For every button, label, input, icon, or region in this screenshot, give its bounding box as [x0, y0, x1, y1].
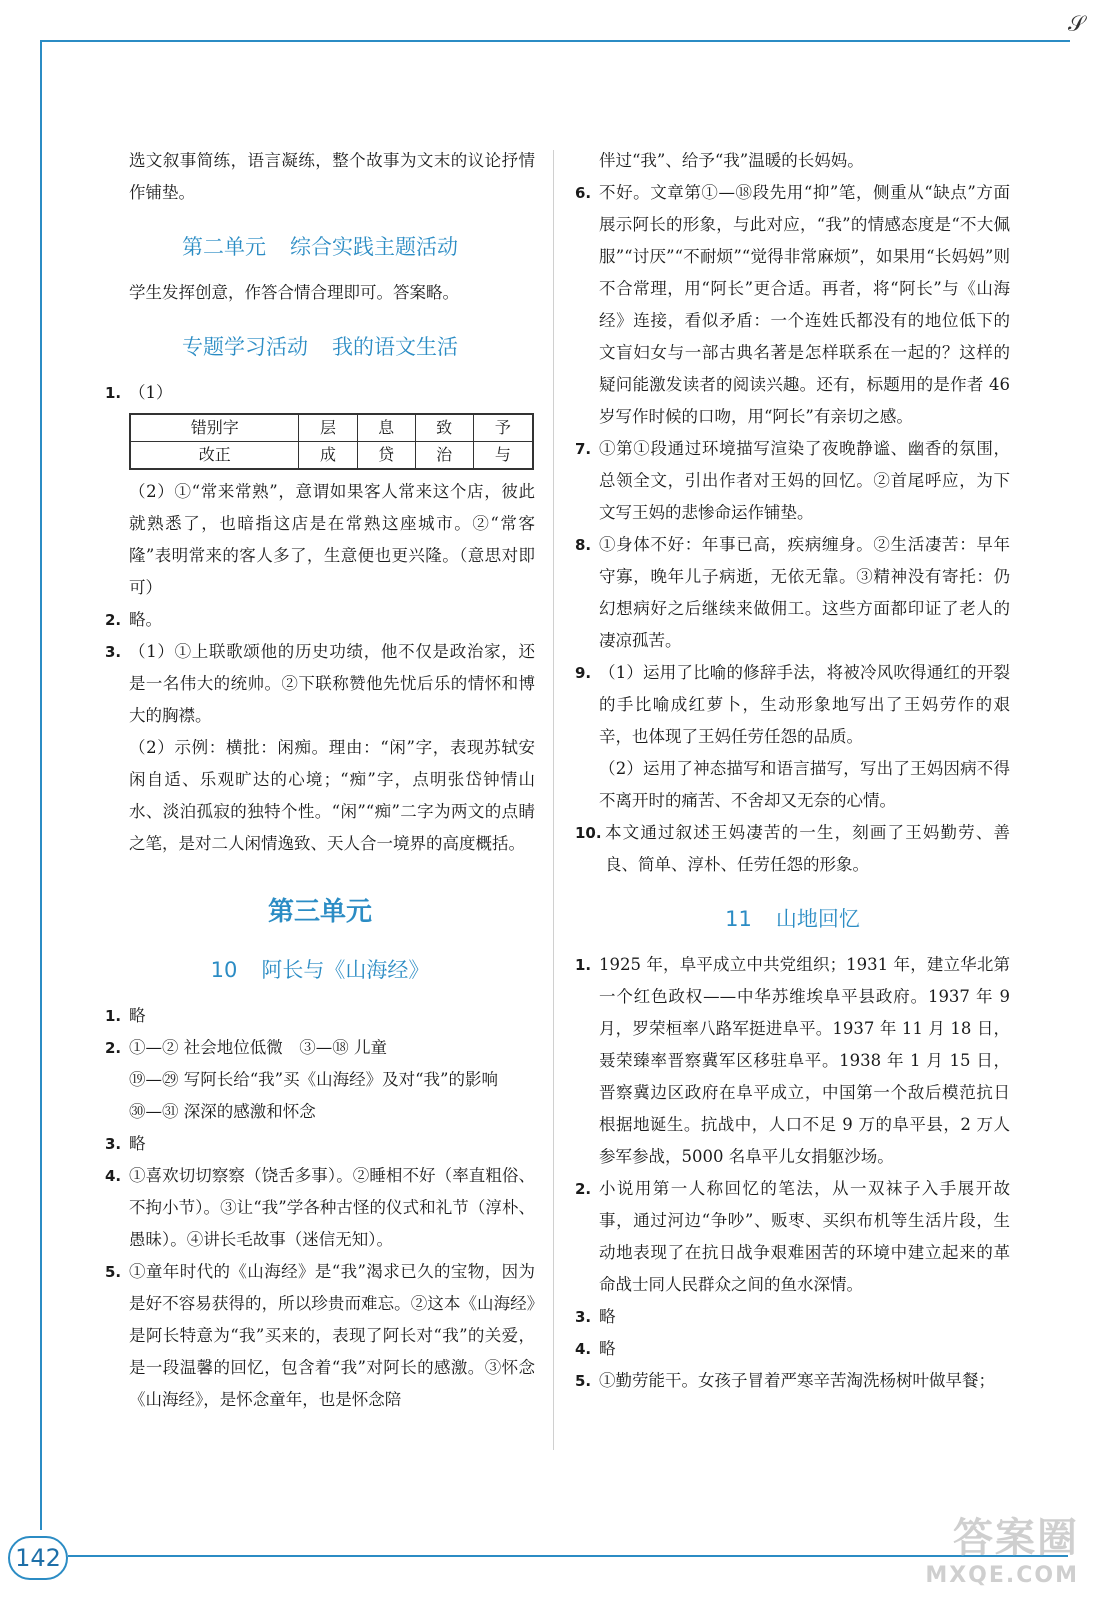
answer-number: 1. [105, 384, 122, 402]
answer-sub-paragraph: （2）运用了神态描写和语言描写，写出了王妈因病不得不离开时的痛苦、不舍却又无奈的心情。 [599, 759, 1010, 810]
table-cell: 与 [473, 442, 533, 470]
answer-number: 6. [575, 184, 592, 202]
answer-number: 2. [105, 611, 122, 629]
table-cell: 息 [357, 414, 415, 442]
left-column [105, 145, 535, 1416]
page-frame-top [40, 40, 1070, 42]
table-cell: 改正 [130, 442, 299, 470]
l11-answer-5 [575, 1365, 1010, 1397]
unit2-heading [105, 231, 535, 263]
page-number: 142 [8, 1536, 68, 1580]
table-row [130, 414, 533, 442]
answer-number: 4. [105, 1167, 122, 1185]
answer-text: 小说用第一人称回忆的笔法，从一双袜子入手展开故事，通过河边“争吵”、贩枣、买织布机等生活片段，生动地表现了在抗日战争艰难困苦的环境中建立起来的革命战士同人民群众之间的鱼水深情。 [599, 1179, 1010, 1294]
answer-number: 1. [575, 956, 592, 974]
answer-line: ㉚—㉛ 深深的感激和怀念 [129, 1102, 316, 1121]
l11-answer-1 [575, 949, 1010, 1173]
answer-number: 3. [105, 1135, 122, 1153]
lesson10-number: 10 [210, 958, 238, 982]
table-cell: 治 [415, 442, 473, 470]
table-row [130, 442, 533, 470]
lesson10-heading [105, 954, 535, 986]
l11-answer-3 [575, 1301, 1010, 1333]
lesson11-number: 11 [725, 907, 752, 931]
table-cell: 贷 [357, 442, 415, 470]
watermark-logo [925, 1506, 1079, 1588]
watermark-line1: 答案圈 [953, 1515, 1079, 1561]
answer-text: 略 [129, 1006, 146, 1025]
answer-text: ①勤劳能干。女孩子冒着严寒辛苦淘洗杨树叶做早餐； [599, 1371, 995, 1390]
answer-sub-paragraph: （2）①“常来常熟”，意谓如果客人常来这个店，彼此就熟悉了，也暗指这店是在常熟这座城市。②“常客隆”表明常来的客人多了，生意便也更兴隆。（意思对即可） [129, 482, 535, 597]
unit2-answer: 学生发挥创意，作答合情合理即可。答案略。 [129, 283, 459, 302]
answer-item-1 [105, 377, 535, 409]
answer-number: 2. [105, 1039, 122, 1057]
l10-answer-1 [105, 1000, 535, 1032]
special-title-a: 专题学习活动 [182, 335, 308, 359]
table-cell: 予 [473, 414, 533, 442]
answer-item-3 [105, 636, 535, 732]
answer-item-2 [105, 604, 535, 636]
lesson11-title: 山地回忆 [775, 907, 860, 931]
table-cell: 错别字 [130, 414, 299, 442]
l10-answer-8 [575, 529, 1010, 657]
l10-answer-5 [105, 1256, 535, 1416]
l10-answer-9 [575, 657, 1010, 753]
answer-text: 本文通过叙述王妈凄苦的一生，刻画了王妈勤劳、善良、简单、淳朴、任劳任怨的形象。 [605, 823, 1010, 874]
answer-number: 9. [575, 664, 592, 682]
column-divider [553, 150, 554, 1450]
answer-number: 2. [575, 1180, 592, 1198]
intro-paragraph: 选文叙事简练，语言凝练，整个故事为文末的议论抒情作铺垫。 [129, 151, 535, 202]
answer-text: ①第①段通过环境描写渲染了夜晚静谧、幽香的氛围，总领全文，引出作者对王妈的回忆。②首尾呼应，为下文写王妈的悲惨命运作铺垫。 [599, 439, 1010, 522]
continued-paragraph: 伴过“我”、给予“我”温暖的长妈妈。 [599, 151, 864, 170]
answer-sub-paragraph: （2）示例：横批：闲痴。理由：“闲”字，表现苏轼安闲自适、乐观旷达的心境；“痴”字，点明张岱钟情山水、淡泊孤寂的独特个性。“闲”“痴”二字为两文的点睛之笔，是对二人闲情逸致、天人合一境界的高度概括。 [129, 738, 535, 853]
l10-answer-10 [575, 817, 1010, 881]
page-frame-left [40, 40, 42, 1530]
answer-text: ①—② 社会地位低微 ③—⑱ 儿童 [129, 1038, 387, 1057]
answer-number: 5. [575, 1372, 592, 1390]
table-cell: 致 [415, 414, 473, 442]
unit3-heading: 第三单元 [267, 897, 372, 927]
lesson10-title: 阿长与《山海经》 [261, 958, 430, 982]
l11-answer-4 [575, 1333, 1010, 1365]
l10-answer-4 [105, 1160, 535, 1256]
answer-text: （1）①上联歌颂他的历史功绩，他不仅是政治家，还是一名伟大的统帅。②下联称赞他先忧后乐的情怀和博大的胸襟。 [129, 642, 535, 725]
answer-number: 3. [575, 1308, 592, 1326]
special-title-b: 我的语文生活 [332, 335, 458, 359]
answer-text: 略。 [129, 610, 162, 629]
lesson11-heading [575, 903, 1010, 935]
table-cell: 成 [299, 442, 357, 470]
answer-text: 略 [599, 1307, 616, 1326]
corner-mark: 𝒮 [1067, 12, 1085, 37]
special-heading [105, 331, 535, 363]
answer-number: 8. [575, 536, 592, 554]
answer-number: 4. [575, 1340, 592, 1358]
l10-answer-7 [575, 433, 1010, 529]
answer-number: 3. [105, 643, 122, 661]
answer-text: 略 [599, 1339, 616, 1358]
page-frame-bottom [68, 1555, 1068, 1557]
l10-answer-6 [575, 177, 1010, 433]
answer-text: ①身体不好：年事已高，疾病缠身。②生活凄苦：早年守寡，晚年儿子病逝，无依无靠。③精神没有寄托：仍幻想病好之后继续来做佣工。这些方面都印证了老人的凄凉孤苦。 [599, 535, 1010, 650]
watermark-line2: MXQE.COM [925, 1563, 1079, 1588]
answer-number: 5. [105, 1263, 122, 1281]
unit2-title-b: 综合实践主题活动 [290, 235, 458, 259]
answer-text: （1）运用了比喻的修辞手法，将被冷风吹得通红的开裂的手比喻成红萝卜，生动形象地写出了王妈劳作的艰辛，也体现了王妈任劳任怨的品质。 [599, 663, 1010, 746]
answer-line: ⑲—㉙ 写阿长给“我”买《山海经》及对“我”的影响 [129, 1070, 498, 1089]
answer-number: 7. [575, 440, 592, 458]
answer-label: （1） [129, 383, 173, 402]
answer-text: ①喜欢切切察察（饶舌多事）。②睡相不好（率直粗俗、不拘小节）。③让“我”学各种古怪的仪式和礼节（淳朴、愚昧）。④讲长毛故事（迷信无知）。 [129, 1166, 535, 1249]
answer-number: 10. [575, 824, 602, 842]
table-cell: 层 [299, 414, 357, 442]
answer-text: 略 [129, 1134, 146, 1153]
answer-text: ①童年时代的《山海经》是“我”渴求已久的宝物，因为是好不容易获得的，所以珍贵而难忘。②这本《山海经》是阿长特意为“我”买来的，表现了阿长对“我”的关爱，是一段温馨的回忆，包含着“我”对阿长的感激。③怀念《山海经》，是怀念童年，也是怀念陪 [129, 1262, 535, 1409]
unit2-title-a: 第二单元 [182, 235, 266, 259]
l10-answer-2 [105, 1032, 535, 1064]
answer-text: 不好。文章第①—⑱段先用“抑”笔，侧重从“缺点”方面展示阿长的形象，与此对应，“我”的情感态度是“不大佩服”“讨厌”“不耐烦”“觉得非常麻烦”，如果用“长妈妈”则不合常理，用“阿长”更合适。再者，将“阿长”与《山海经》连接，看似矛盾：一个连姓氏都没有的地位低下的文盲妇女与一部古典名著是怎样联系在一起的？这样的疑问能激发读者的阅读兴趣。还有，标题用的是作者 46 岁写作时候的口吻，用“阿长”有亲切之感。 [599, 183, 1010, 426]
answer-number: 1. [105, 1007, 122, 1025]
l10-answer-3 [105, 1128, 535, 1160]
right-column [575, 145, 1010, 1397]
l11-answer-2 [575, 1173, 1010, 1301]
correction-table [129, 413, 534, 470]
answer-text: 1925 年，阜平成立中共党组织；1931 年，建立华北第一个红色政权——中华苏维埃阜平县政府。1937 年 9 月，罗荣桓率八路军挺进阜平。1937 年 11 月 18 日，聂荣臻率晋察冀军区移驻阜平。1938 年 1 月 15 日，晋察冀边区政府在阜平成立，中国第一个敌后模范抗日根据地诞生。抗战中，人口不足 9 万的阜平县，2 万人参军参战，5000 名阜平儿女捐躯沙场。 [599, 955, 1010, 1166]
